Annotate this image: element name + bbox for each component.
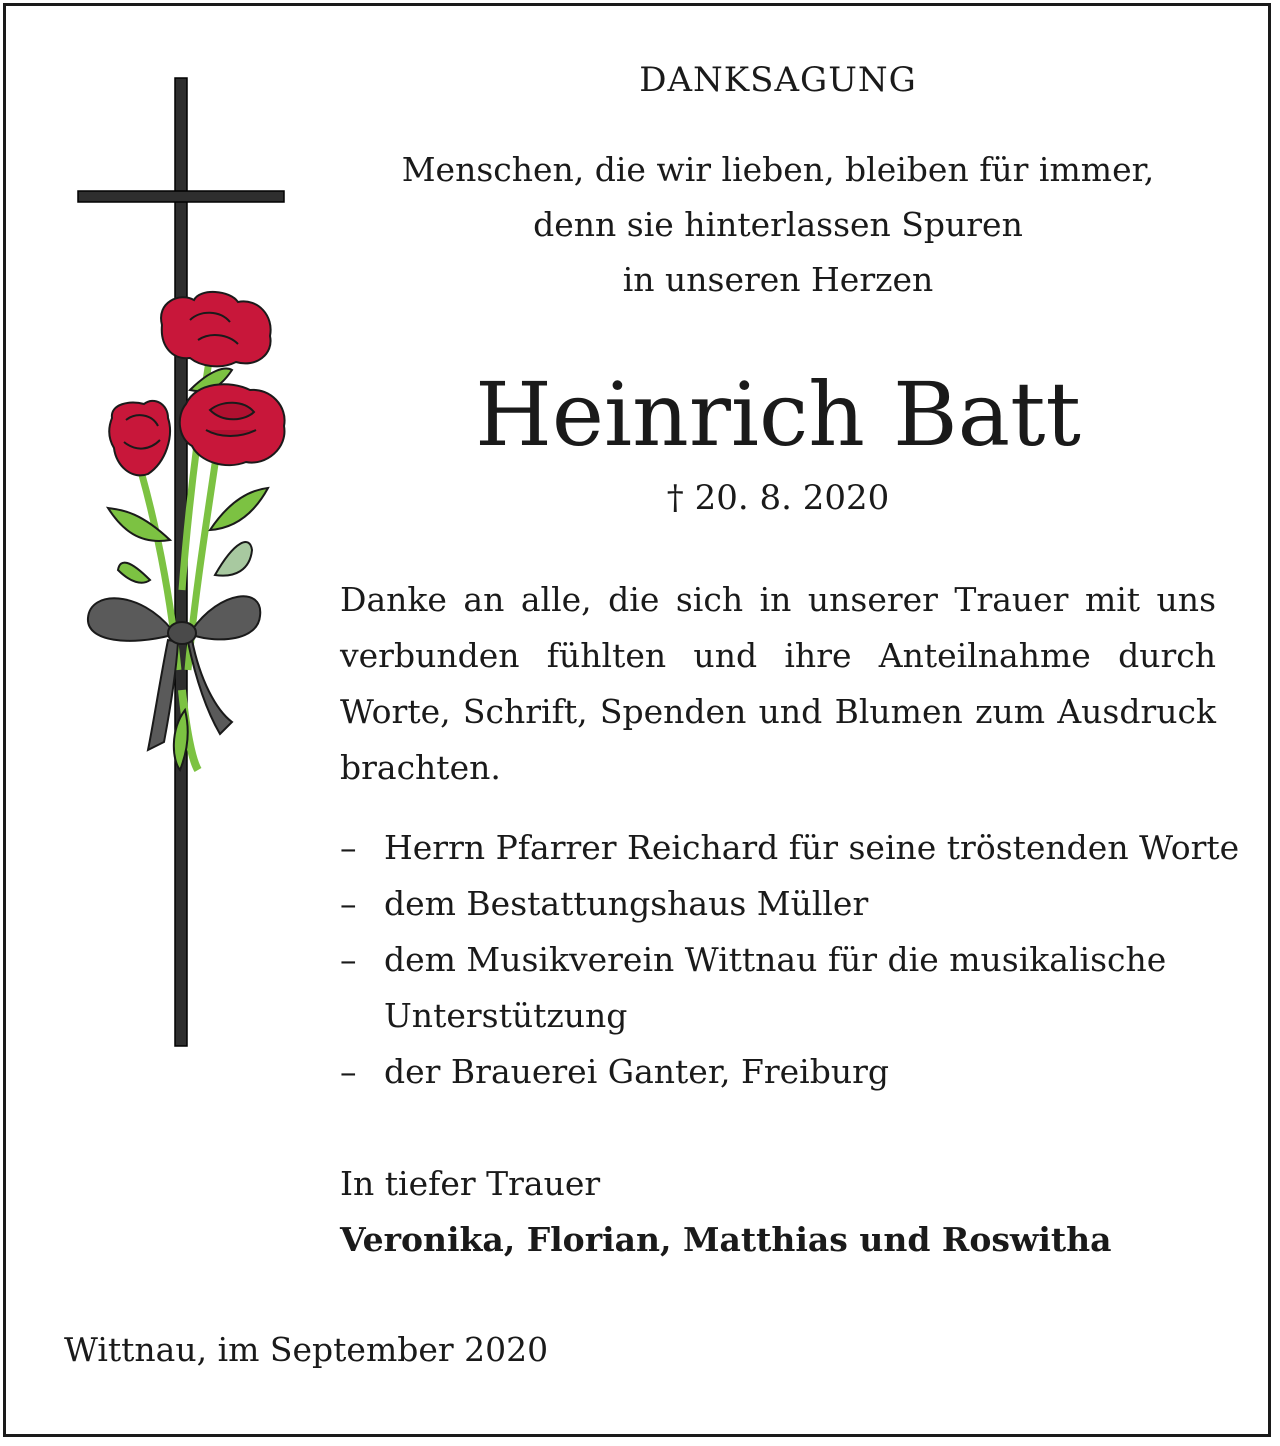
list-item-text: dem Musikverein Wittnau für die musikalische Unterstützung (384, 940, 1167, 1035)
death-date: † 20. 8. 2020 (666, 478, 890, 518)
list-item-text: dem Bestattungshaus Müller (384, 884, 869, 923)
list-item-text: der Brauerei Ganter, Freiburg (384, 1052, 889, 1091)
list-item (340, 820, 1240, 876)
quote (340, 142, 1216, 307)
thanks-list (340, 820, 1240, 1100)
list-dash: – (340, 1052, 357, 1091)
list-item-text: Herrn Pfarrer Reichard für seine tröstenden Worte (384, 828, 1240, 867)
deceased-name: Heinrich Batt (475, 363, 1081, 466)
quote-line: in unseren Herzen (622, 260, 934, 299)
list-item (340, 1044, 1240, 1100)
quote-line: denn sie hinterlassen Spuren (533, 205, 1023, 244)
list-item (340, 876, 1240, 932)
list-item (340, 932, 1174, 1044)
notice-heading: DANKSAGUNG (639, 60, 917, 100)
signers: Veronika, Florian, Matthias und Roswitha (340, 1220, 1112, 1259)
list-dash: – (340, 884, 357, 923)
cross-with-roses-icon (60, 70, 320, 1060)
list-dash: – (340, 940, 357, 979)
thanks-paragraph: Danke an alle, die sich in unserer Trauer mit uns verbunden fühlten und ihre Anteilnahme durch Worte, Schrift, Spenden und Blumen zum Ausdruck brachten. (340, 580, 1216, 787)
list-dash: – (340, 828, 357, 867)
closing-line: In tiefer Trauer (340, 1164, 601, 1203)
place-and-date: Wittnau, im September 2020 (64, 1330, 549, 1369)
quote-line: Menschen, die wir lieben, bleiben für immer, (401, 150, 1155, 189)
